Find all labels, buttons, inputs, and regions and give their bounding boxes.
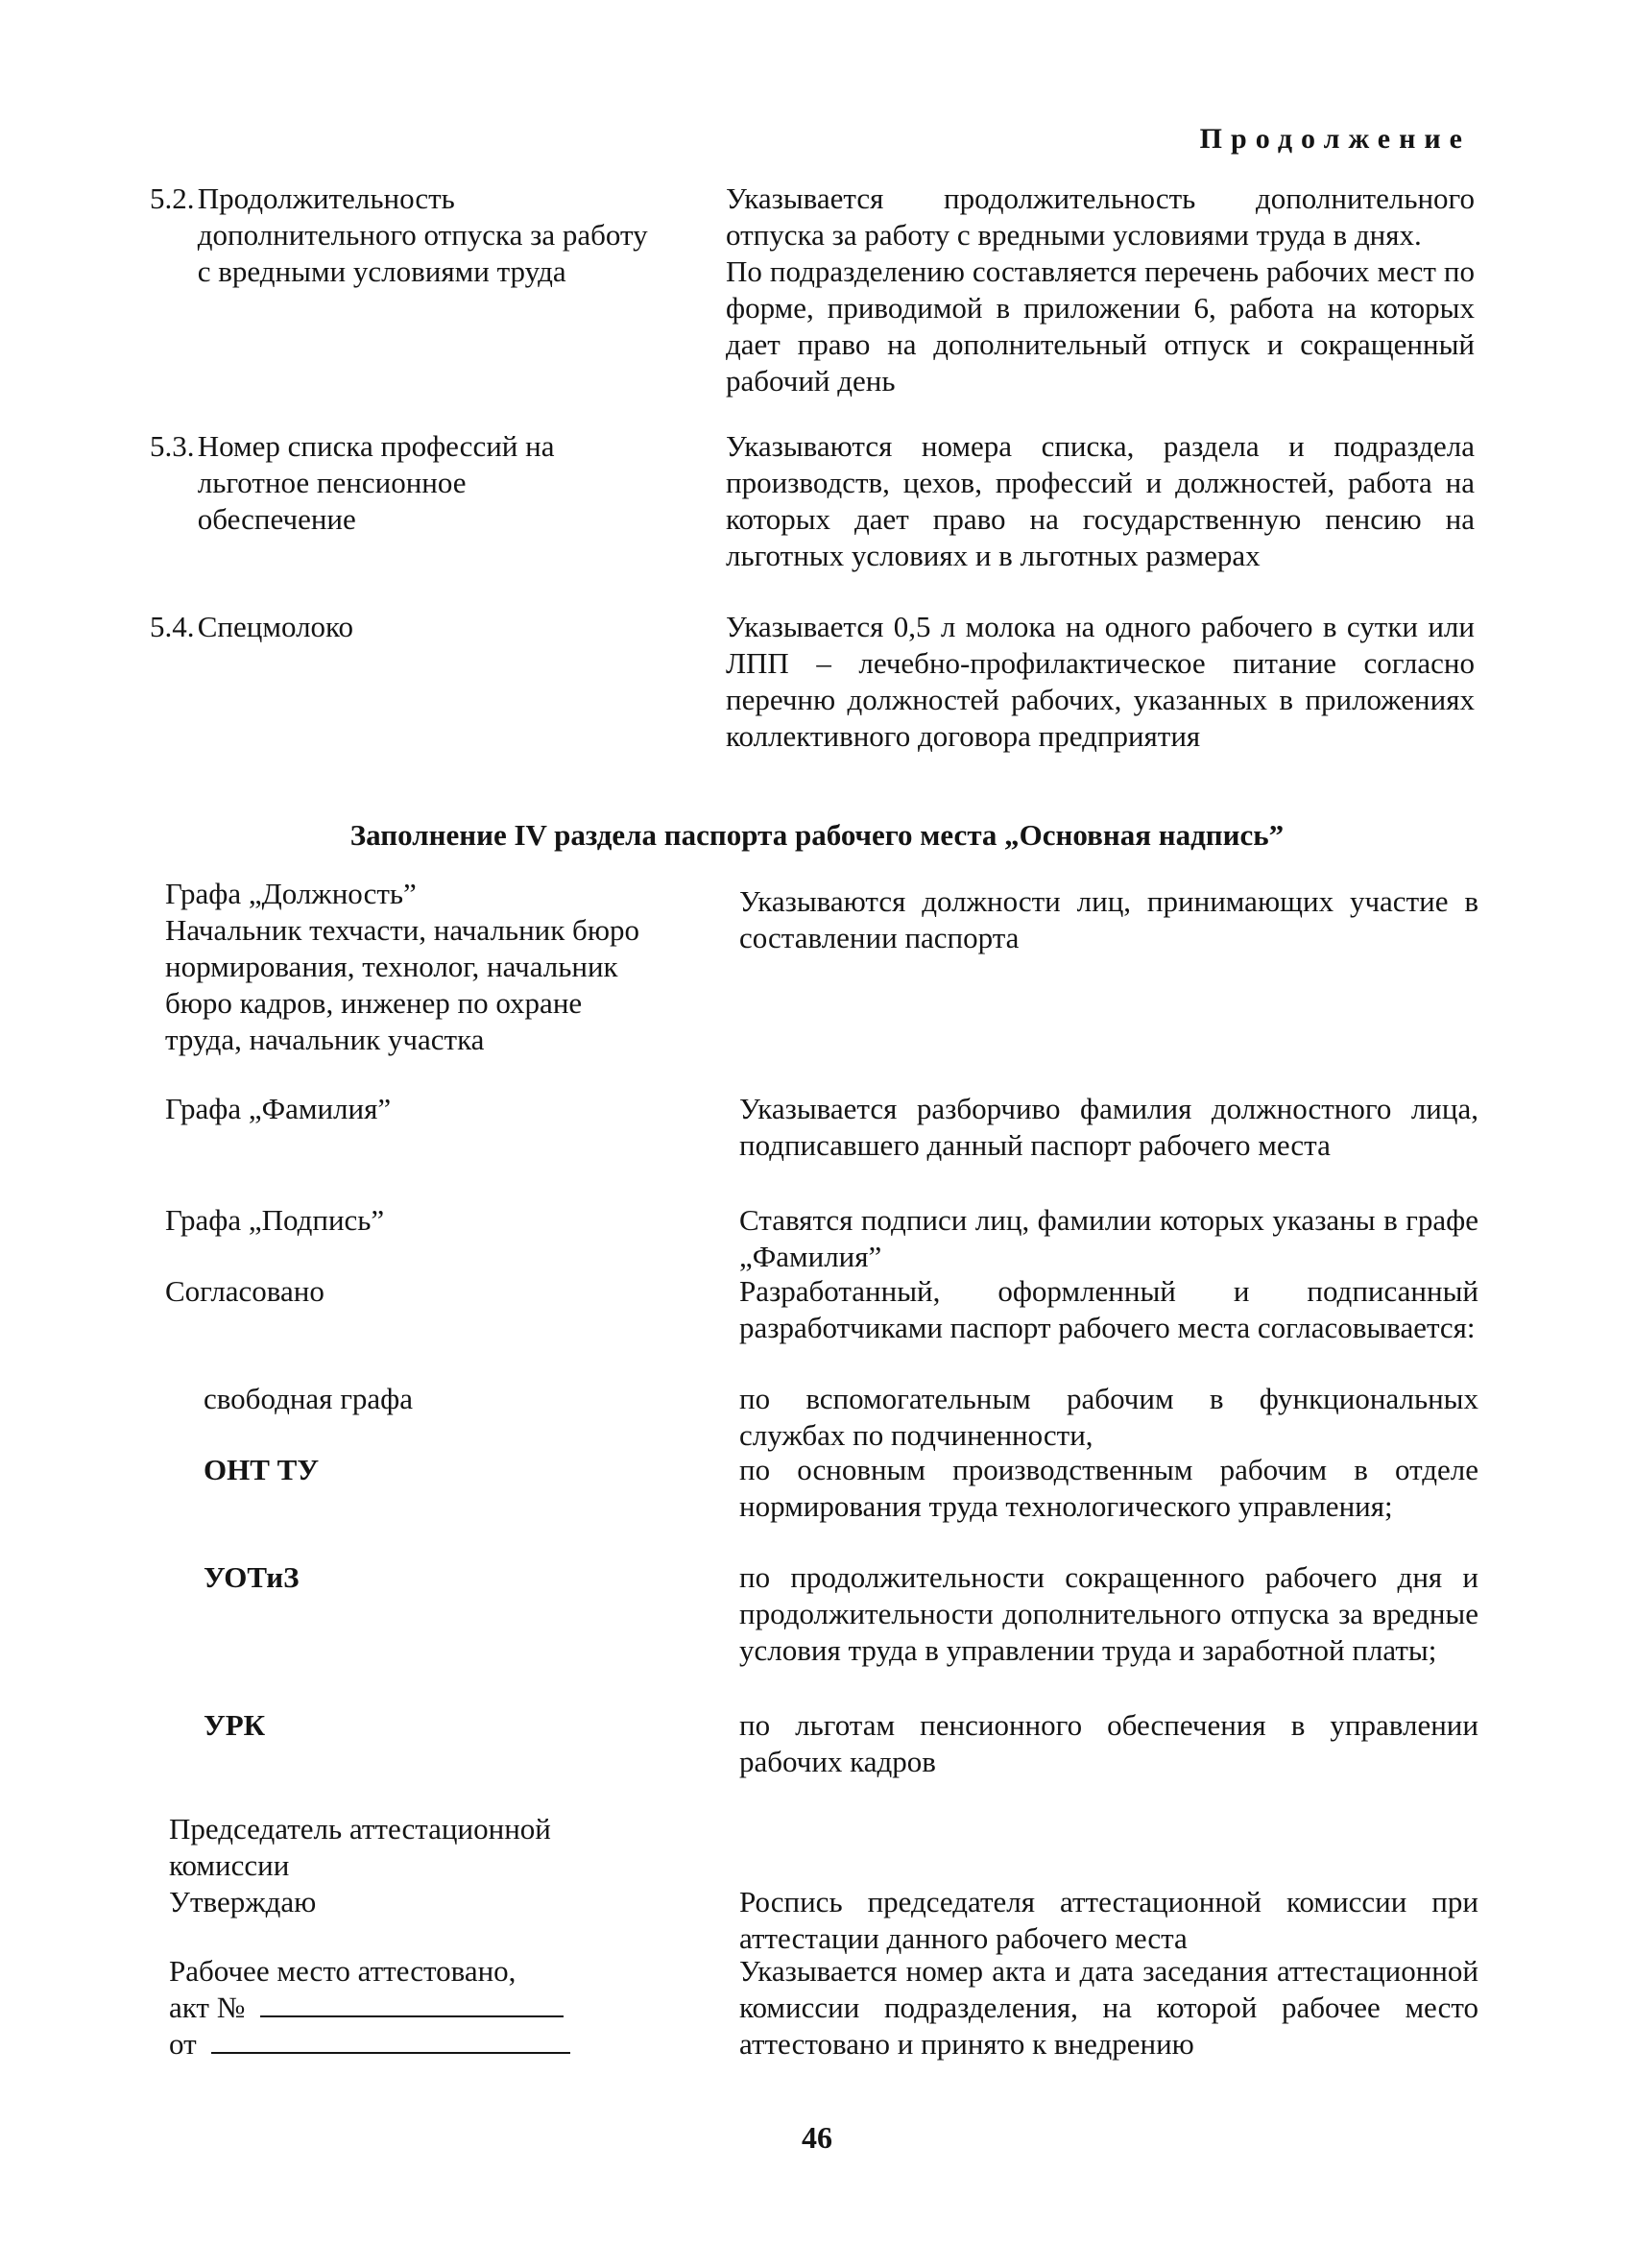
field-term: Рабочее место аттестовано, (169, 1954, 517, 1988)
field-term-approve: Утверждаю (169, 1885, 317, 1918)
act-date-blank (211, 2027, 570, 2054)
act-number-line (169, 1990, 668, 2026)
field-description: Указывается номер акта и дата заседания аттестационной комиссии подразделения, на которой рабочее место аттестовано и принято к внедрению (739, 1954, 1478, 2061)
field-term: Графа „Подпись” (165, 1203, 385, 1237)
item-term: Спецмолоко (197, 610, 354, 643)
field-term: Согласовано (165, 1274, 324, 1308)
page-number: 46 (802, 2120, 832, 2155)
act-date-label: от (169, 2027, 197, 2061)
item-description-extra: По подразделению составляется перечень рабочих мест по форме, приводимой в приложении 6, работа на которых дает право на дополнительный отпуск и сокращенный рабочий день (726, 254, 1475, 398)
field-description: по вспомогательным рабочим в функциональных службах по подчиненности, (739, 1382, 1478, 1452)
act-date-line (169, 2026, 668, 2063)
field-description: Роспись председателя аттестационной комиссии при аттестации данного рабочего места (739, 1885, 1478, 1955)
field-description: Ставятся подписи лиц, фамилии которых указаны в графе „Фамилия” (739, 1203, 1478, 1273)
field-description: Разработанный, оформленный и подписанный разработчиками паспорт рабочего места согласовывается: (739, 1274, 1478, 1344)
field-description: по продолжительности сокращенного рабочего дня и продолжительности дополнительного отпуска за вредные условия труда в управлении труда и заработной платы; (739, 1560, 1478, 1667)
field-description: Указываются должности лиц, принимающих участие в составлении паспорта (739, 884, 1478, 954)
field-term: УРК (204, 1708, 266, 1742)
field-term: свободная графа (204, 1382, 414, 1415)
field-term: Графа „Фамилия” (165, 1092, 392, 1125)
item-description: Указываются номера списка, раздела и подраздела производств, цехов, профессий и должностей, работа на которых дает право на государственную пенсию на льготных условиях и в льготных размерах (726, 429, 1475, 572)
item-number: 5.4. (150, 610, 195, 643)
act-number-label: акт № (169, 1991, 246, 2024)
act-number-blank (260, 1991, 564, 2017)
item-term: Номер списка профессий на льготное пенсионное обеспечение (197, 429, 555, 536)
field-description: по льготам пенсионного обеспечения в управлении рабочих кадров (739, 1708, 1478, 1778)
item-number: 5.3. (150, 429, 195, 463)
field-term: УОТиЗ (204, 1560, 300, 1594)
item-description: Указывается 0,5 л молока на одного рабочего в сутки или ЛПП – лечебно-профилактическое питание согласно перечню должностей рабочих, указанных в приложениях коллективного договора предприятия (726, 610, 1475, 753)
field-description: по основным производственным рабочим в отделе нормирования труда технологического управления; (739, 1453, 1478, 1523)
field-description: Указывается разборчиво фамилия должностного лица, подписавшего данный паспорт рабочего места (739, 1092, 1478, 1162)
field-term: ОНТ ТУ (204, 1453, 320, 1486)
field-term: Графа „Должность” (165, 877, 417, 910)
section-title: Заполнение IV раздела паспорта рабочего места „Основная надпись” (349, 818, 1285, 852)
continued-label: Продолжение (1199, 123, 1471, 155)
field-subterm: Начальник техчасти, начальник бюро нормирования, технолог, начальник бюро кадров, инженер по охране труда, начальник участка (165, 913, 639, 1056)
item-number: 5.2. (150, 181, 195, 215)
item-description: Указывается продолжительность дополнительного отпуска за работу с вредными условиями труда в днях. (726, 181, 1475, 252)
item-term: Продолжительность дополнительного отпуска за работу с вредными условиями труда (197, 181, 648, 288)
field-term: Председатель аттестационной комиссии (169, 1812, 551, 1882)
